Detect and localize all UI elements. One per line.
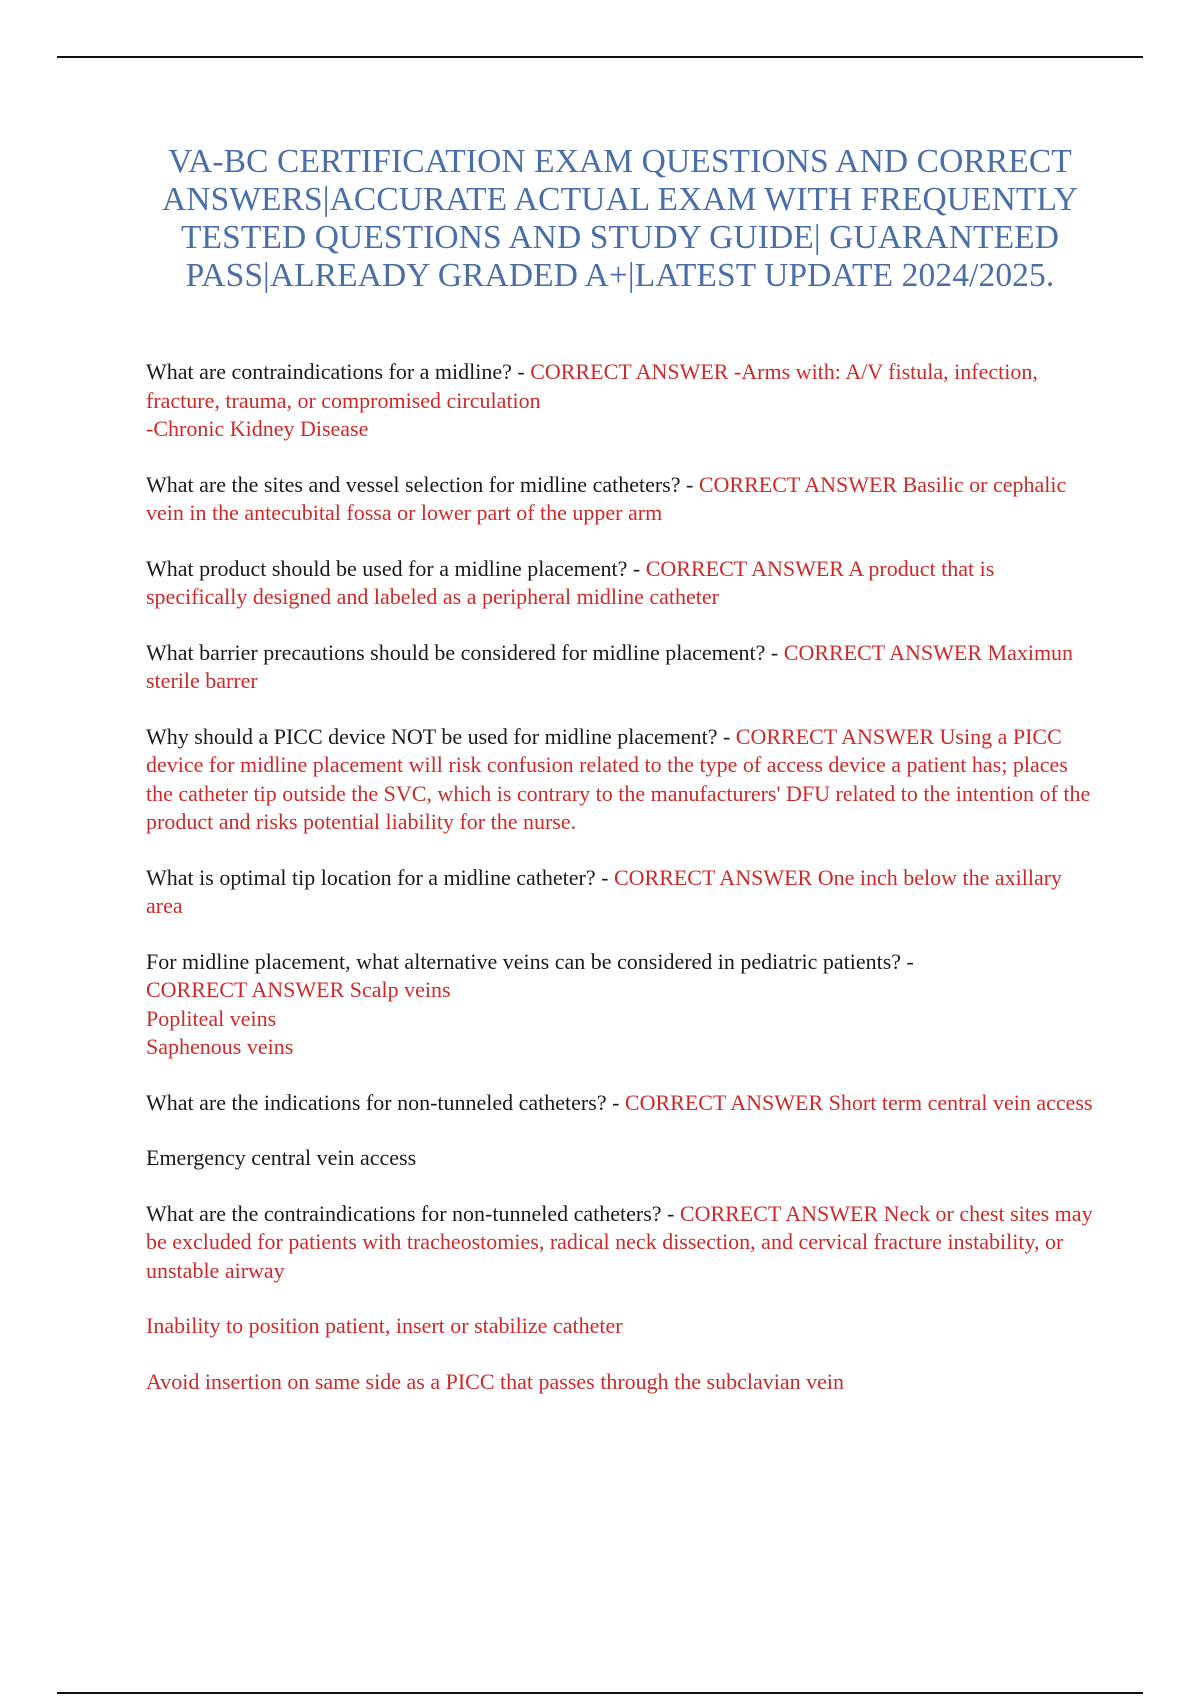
answer-text: CORRECT ANSWER Short term central vein access — [624, 1089, 1093, 1115]
question-text: What are the contraindications for non-tunneled catheters? - — [146, 1200, 680, 1226]
answer-text: CORRECT ANSWER A product that is specifically designed and labeled as a peripheral midline catheter — [146, 555, 995, 609]
qa-item — [146, 1200, 1096, 1286]
question-text: What barrier precautions should be considered for midline placement? - — [146, 639, 784, 665]
extra-answer: Inability to position patient, insert or stabilize catheter — [146, 1313, 623, 1338]
question-text: What are contraindications for a midline? - — [146, 359, 531, 384]
header-rule — [57, 56, 1143, 58]
document-body — [146, 358, 1096, 1423]
qa-item — [146, 639, 1096, 696]
answer-text: Popliteal veins — [146, 1005, 277, 1031]
extra-answer: Avoid insertion on same side as a PICC that passes through the subclavian vein — [146, 1368, 844, 1394]
qa-item — [146, 358, 1096, 444]
question-text: What are the indications for non-tunneled catheters? - — [146, 1089, 625, 1115]
question-text: What is optimal tip location for a midline catheter? - — [146, 864, 614, 890]
question-text: Why should a PICC device NOT be used for midline placement? - — [146, 723, 736, 749]
qa-item — [146, 471, 1096, 528]
answer-text: -Chronic Kidney Disease — [146, 416, 369, 441]
qa-item — [146, 555, 1096, 612]
answer-text: CORRECT ANSWER One inch below the axillary area — [146, 864, 1063, 918]
answer-text: CORRECT ANSWER Basilic or cephalic vein in the antecubital fossa or lower part of the upper arm — [146, 471, 1067, 525]
qa-item — [146, 948, 1096, 1062]
document-title: VA-BC CERTIFICATION EXAM QUESTIONS AND CORRECT ANSWERS|ACCURATE ACTUAL EXAM WITH FREQUENTLY TESTED QUESTIONS AND STUDY GUIDE| GUARANTEED PASS|ALREADY GRADED A+|LATEST UPDATE 2024/2025. — [162, 143, 1078, 294]
answer-text: CORRECT ANSWER Neck or chest sites may be excluded for patients with tracheostomies, radical neck dissection, and cervical fracture instability, or unstable airway — [146, 1200, 1093, 1283]
answer-text: CORRECT ANSWER Scalp veins — [146, 977, 451, 1002]
question-text: For midline placement, what alternative veins can be considered in pediatric patients? - — [146, 948, 914, 974]
qa-item — [146, 723, 1096, 837]
question-text: What are the sites and vessel selection for midline catheters? - — [146, 471, 699, 497]
qa-item — [146, 1089, 1096, 1118]
qa-item — [146, 864, 1096, 921]
answer-text: CORRECT ANSWER Maximun sterile barrer — [146, 639, 1074, 693]
footer-rule — [57, 1692, 1143, 1694]
answer-text: CORRECT ANSWER -Arms with: A/V fistula, infection, fracture, trauma, or compromised circulation — [146, 359, 1038, 413]
question-text: What product should be used for a midline placement? - — [146, 555, 646, 581]
answer-text: CORRECT ANSWER Using a PICC device for midline placement will risk confusion related to the type of access device a patient has; places the catheter tip outside the SVC, which is contrary to the manufacturers' DFU related to the intention of the product and risks potential liability for the nurse. — [146, 723, 1091, 834]
plain-note: Emergency central vein access — [146, 1145, 417, 1170]
answer-text: Saphenous veins — [146, 1034, 294, 1059]
